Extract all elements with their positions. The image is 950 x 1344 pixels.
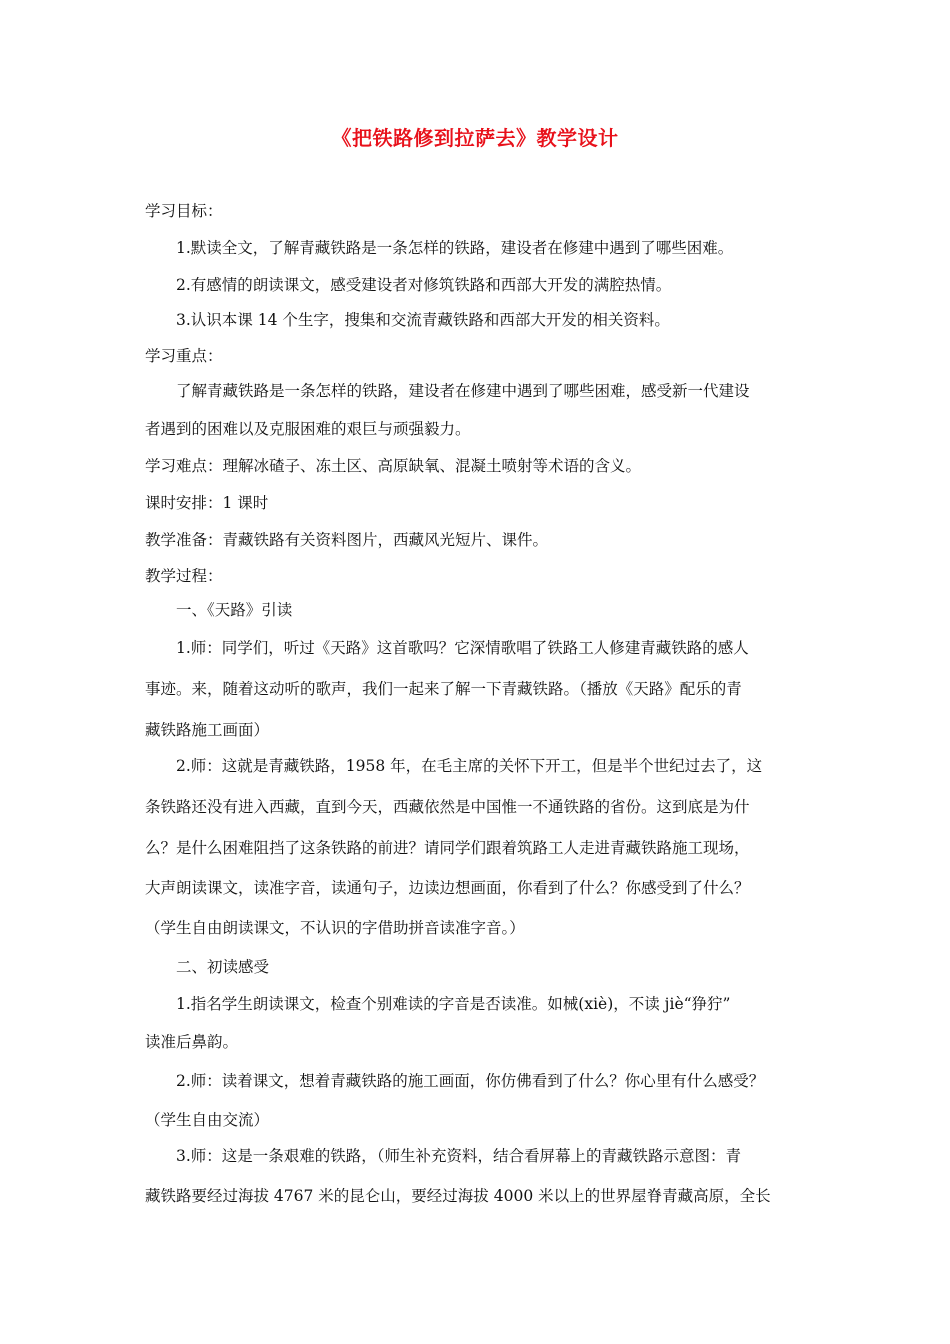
paragraph-line: 3.师：这是一条艰难的铁路，（师生补充资料，结合看屏幕上的青藏铁路示意图：青 xyxy=(176,1147,742,1165)
paragraph-line: 2.师：读着课文，想着青藏铁路的施工画面，你仿佛看到了什么？你心里有什么感受？ xyxy=(176,1072,765,1090)
paragraph-line: 了解青藏铁路是一条怎样的铁路，建设者在修建中遇到了哪些困难，感受新一代建设 xyxy=(176,382,750,400)
paragraph-line: 2.有感情的朗读课文，感受建设者对修筑铁路和西部大开发的满腔热情。 xyxy=(176,276,672,294)
paragraph-line: 者遇到的困难以及克服困难的艰巨与顽强毅力。 xyxy=(145,420,471,438)
paragraph-line: 教学过程： xyxy=(145,567,223,585)
paragraph-line: 么？是什么困难阻挡了这条铁路的前进？请同学们跟着筑路工人走进青藏铁路施工现场， xyxy=(145,839,750,857)
paragraph-line: 学习目标： xyxy=(145,202,223,220)
paragraph-line: 藏铁路要经过海拔 4767 米的昆仑山，要经过海拔 4000 米以上的世界屋脊青藏高原，全长 xyxy=(145,1187,771,1205)
paragraph-line: 教学准备：青藏铁路有关资料图片，西藏风光短片、课件。 xyxy=(145,531,549,549)
paragraph-line: 学习重点： xyxy=(145,347,223,365)
paragraph-line: 2.师：这就是青藏铁路，1958 年，在毛主席的关怀下开工，但是半个世纪过去了，这 xyxy=(176,757,763,775)
paragraph-line: 课时安排：1 课时 xyxy=(145,494,269,512)
paragraph-line: 事迹。来，随着这动听的歌声，我们一起来了解一下青藏铁路。（播放《天路》配乐的青 xyxy=(145,680,742,698)
paragraph-line: 读准后鼻韵。 xyxy=(145,1033,239,1051)
document-title: 《把铁路修到拉萨去》教学设计 xyxy=(331,126,619,150)
paragraph-line: 一、《天路》引读 xyxy=(176,601,293,619)
paragraph-line: 学习难点：理解冰碴子、冻土区、高原缺氧、混凝土喷射等术语的含义。 xyxy=(145,457,642,475)
paragraph-line: 1.指名学生朗读课文，检查个别难读的字音是否读准。如械(xiè)，不读 jiè“狰狞” xyxy=(176,995,731,1013)
paragraph-line: 3.认识本课 14 个生字，搜集和交流青藏铁路和西部大开发的相关资料。 xyxy=(176,311,670,329)
paragraph-line: 二、初读感受 xyxy=(176,958,270,976)
paragraph-line: （学生自由朗读课文，不认识的字借助拼音读准字音。） xyxy=(145,919,525,937)
paragraph-line: 条铁路还没有进入西藏，直到今天，西藏依然是中国惟一不通铁路的省份。这到底是为什 xyxy=(145,798,750,816)
paragraph-line: 1.师：同学们，听过《天路》这首歌吗？它深情歌唱了铁路工人修建青藏铁路的感人 xyxy=(176,639,749,657)
paragraph-line: 1.默读全文，了解青藏铁路是一条怎样的铁路，建设者在修建中遇到了哪些困难。 xyxy=(176,239,734,257)
paragraph-line: 藏铁路施工画面） xyxy=(145,721,270,739)
paragraph-line: （学生自由交流） xyxy=(145,1111,270,1129)
paragraph-line: 大声朗读课文，读准字音，读通句子，边读边想画面，你看到了什么？你感受到了什么？ xyxy=(145,879,750,897)
